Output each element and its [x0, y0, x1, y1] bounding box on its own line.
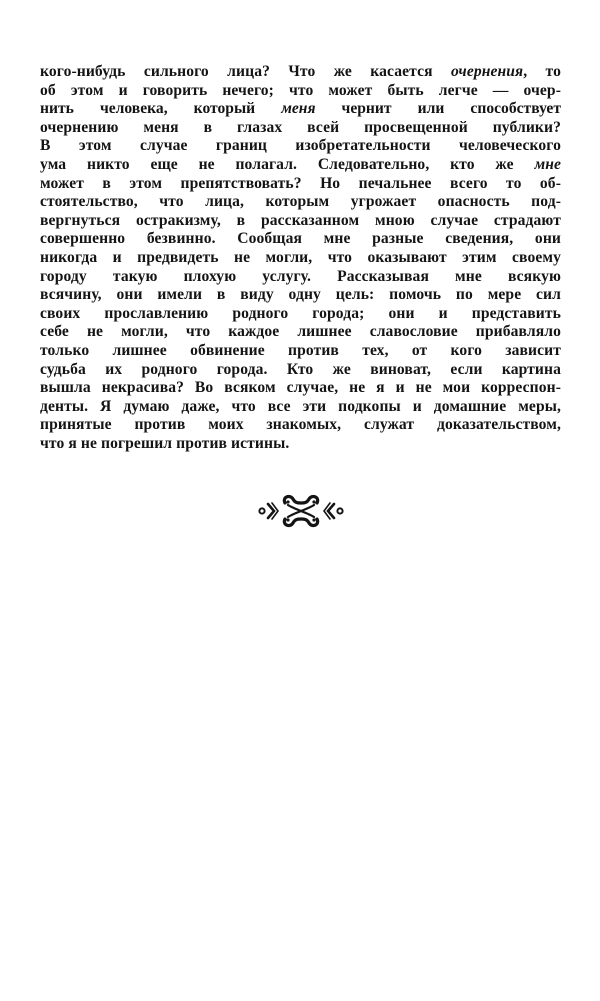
text-line — [40, 119, 561, 138]
text-run: может в этом препятствовать? Но печальнее всего то об- — [40, 174, 561, 192]
text-line — [40, 193, 561, 212]
text-run: что я не погрешил против истины. — [40, 434, 290, 452]
text-line — [40, 268, 561, 287]
text-line — [40, 156, 561, 175]
text-run: ума никто еще не полагал. Следовательно, кто же — [40, 155, 535, 173]
text-line — [40, 398, 561, 417]
text-run: городу такую плохую услугу. Рассказывая мне всякую — [40, 267, 561, 285]
text-line — [40, 379, 561, 398]
text-run: вышла некрасива? Во всяком случае, не я и не мои корреспон- — [40, 379, 561, 397]
page-body-text — [40, 63, 561, 453]
text-run: чернит или способствует — [315, 100, 561, 118]
text-run: , то — [523, 63, 561, 80]
text-run: принятые против моих знакомых, служат доказательством, — [40, 416, 561, 434]
text-line — [40, 100, 561, 119]
text-line — [40, 230, 561, 249]
text-line — [40, 249, 561, 268]
text-run: очернению меня в глазах всей просвещенной публики? — [40, 118, 561, 136]
text-line-last — [40, 435, 561, 454]
italic-emphasis: мне — [534, 155, 561, 173]
text-run: стоятельство, что лица, которым угрожает опасность под- — [40, 193, 561, 211]
text-run: себе не могли, что каждое лишнее славословие прибавляло — [40, 323, 561, 341]
text-line — [40, 323, 561, 342]
text-line — [40, 82, 561, 101]
text-run: судьба их родного города. Кто же виноват, если картина — [40, 360, 561, 378]
text-run: кого-нибудь сильного лица? Что же касается — [40, 63, 452, 80]
text-line — [40, 305, 561, 324]
text-line — [40, 342, 561, 361]
text-line — [40, 137, 561, 156]
decorative-vignette-icon — [258, 491, 344, 531]
text-run: своих прославлению родного города; они и представить — [40, 304, 561, 322]
text-run: всячину, они имели в виду одну цель: помочь по мере сил — [40, 286, 561, 304]
text-run: об этом и говорить нечего; что может быть легче — очер- — [40, 81, 561, 99]
text-line — [40, 416, 561, 435]
text-line — [40, 63, 561, 82]
italic-emphasis: очернения — [451, 63, 524, 80]
text-run: денты. Я думаю даже, что все эти подкопы и домашние меры, — [40, 397, 561, 415]
text-run: никогда и предвидеть не могли, что оказывают этим своему — [40, 248, 561, 266]
text-line — [40, 175, 561, 194]
text-line — [40, 286, 561, 305]
italic-emphasis: меня — [281, 100, 316, 118]
text-run: нить человека, который — [40, 100, 282, 118]
text-line — [40, 212, 561, 231]
text-run: В этом случае границ изобретательности человеческого — [40, 137, 561, 155]
text-run: вергнуться остракизму, в рассказанном мною случае страдают — [40, 211, 561, 229]
text-run: совершенно безвинно. Сообщая мне разные сведения, они — [40, 230, 561, 248]
text-line — [40, 361, 561, 380]
text-run: только лишнее обвинение против тех, от кого зависит — [40, 341, 561, 359]
